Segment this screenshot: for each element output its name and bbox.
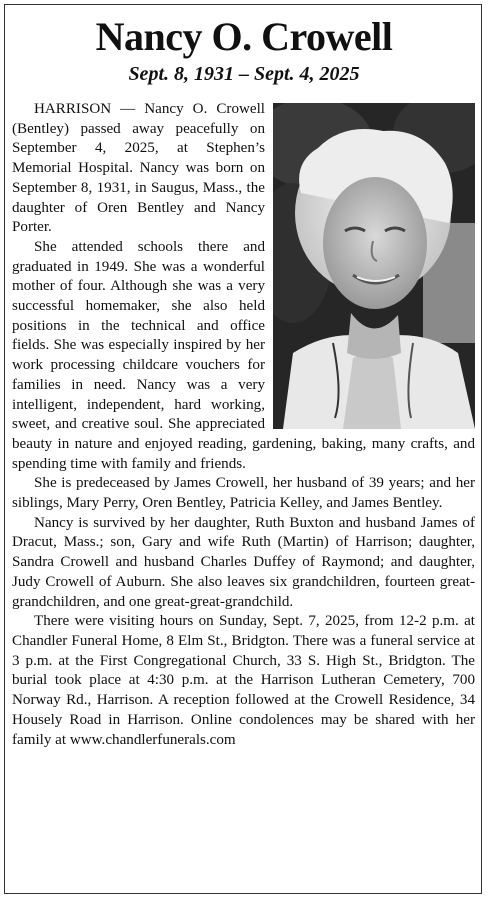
- portrait-photo: [273, 103, 475, 429]
- obituary-dates: Sept. 8, 1931 – Sept. 4, 2025: [128, 63, 360, 85]
- paragraph-intro: HARRISON — Nancy O. Crowell (Bentley) passed away peacefully on September 4, 2025, at Stephen’s Memorial Hospital. Nancy was born on September 8, 1931, in Saugus, Mass., the daughter of Oren Bentley and Nancy Porter.: [12, 101, 265, 236]
- obituary-name: Nancy O. Crowell: [95, 14, 393, 59]
- paragraph-services: There were visiting hours on Sunday, Sept. 7, 2025, from 12-2 p.m. at Chandler Funeral Home, 8 Elm St., Bridgton. There was a funeral service at 3 p.m. at the First Congregational Church, 33 S. High St., Bridgton. The burial took place at 4:30 p.m. at the Harrison Lutheran Cemetery, 700 Norway Rd., Harrison. A reception followed at the Crowell Residence, 34 Housely Road in Harrison. Online condolences may be shared with her family at www.chandlerfunerals.com: [12, 613, 475, 748]
- paragraph-predeceased: She is predeceased by James Crowell, her husband of 39 years; and her siblings, Mary Perry, Oren Bentley, Patricia Kelley, and James Bentley.: [12, 475, 475, 512]
- paragraph-survived: Nancy is survived by her daughter, Ruth Buxton and husband James of Dracut, Mass.; son, Gary and wife Ruth (Martin) of Harrison; daughter, Sandra Crowell and husband Charles Duffey of Raymond; and daughter, Judy Crowell of Auburn. She also leaves six grandchildren, fourteen great-grandchildren, and one great-great-grandchild.: [12, 514, 475, 610]
- obituary-body: [12, 100, 475, 750]
- paragraph-life: She attended schools there and graduated in 1949. She was a wonderful mother of four. Although she was a very successful homemaker, she also held positions in the technical and office fields. She was especially inspired by her work processing childcare vouchers for families in need. Nancy was a very intelligent, independent, hard working, sweet, and creative soul. She appreciated beauty in nature and enjoyed reading, gardening, baking, many crafts, and spending time with family and friends.: [12, 238, 475, 472]
